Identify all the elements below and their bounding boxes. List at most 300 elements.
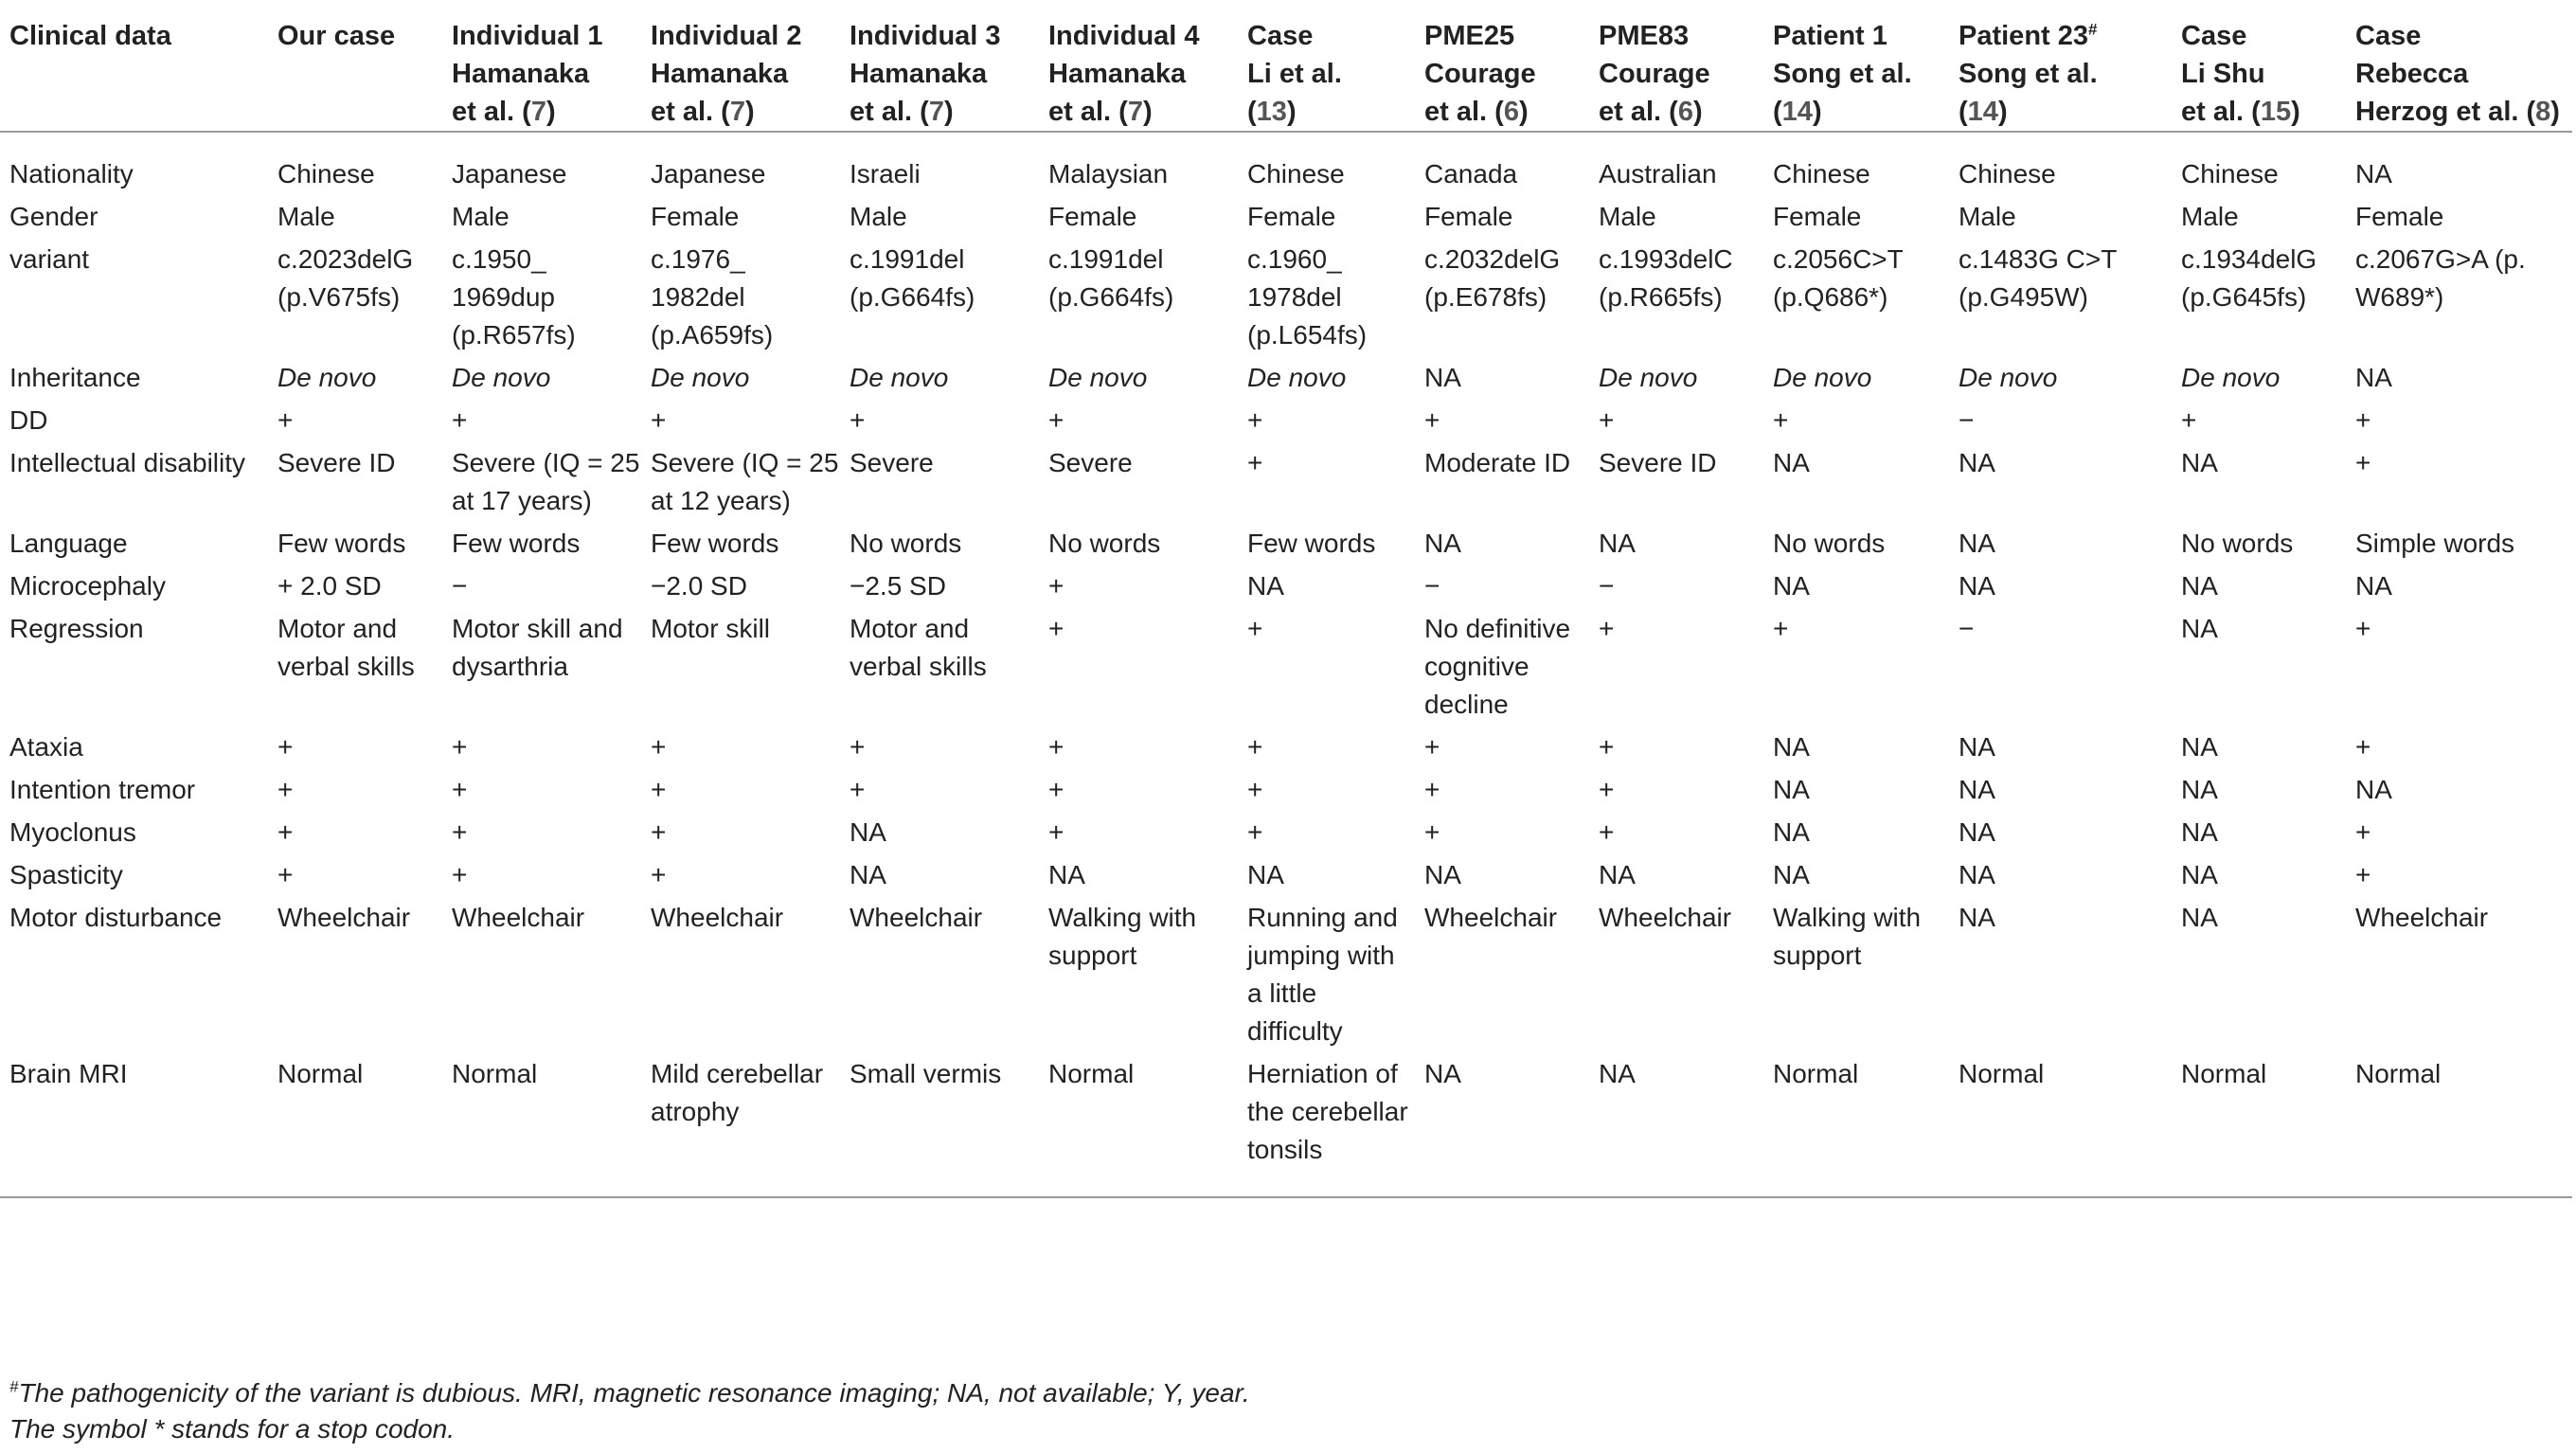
table-cell: Normal [1039,1050,1238,1197]
column-header-line [1247,17,1415,55]
table-cell: + [2355,817,2371,847]
table-cell: De novo [1048,363,1148,392]
table-cell: NA [1959,903,1995,932]
table-cell: + [277,775,294,804]
table-cell: Severe ID [277,448,396,477]
table-cell: c.2067G>A (p. W689*) [2355,244,2526,312]
table-cell: Chinese [2181,159,2279,188]
table-cell: Female [651,202,740,231]
table-cell: NA [2181,903,2218,932]
reference-link[interactable]: 6 [1503,97,1519,127]
row-label: Motor disturbance [9,903,223,932]
table-cell: Small vermis [840,1050,1039,1197]
table-cell: No words [2181,529,2294,558]
table-cell: + [1424,405,1440,435]
column-header-line [1048,17,1238,55]
table-cell: + [1424,775,1440,804]
table-cell: + [651,860,667,889]
row-label: Intention tremor [9,775,196,804]
table-cell: Chinese [277,159,375,188]
table-cell: Female [1773,202,1862,231]
column-header-line [2181,17,2346,55]
table-cell: Japanese [452,159,567,188]
table-cell: + [1048,775,1064,804]
table-cell: Motor skill and dysarthria [452,614,623,681]
table-row [0,563,2572,605]
footnote-pathogenicity [9,1375,1250,1411]
reference-link[interactable]: 7 [1127,97,1143,127]
reference-link[interactable]: 8 [2535,97,2551,127]
column-header-text: Song et al. [1959,59,2098,89]
table-cell: NA [1773,571,1810,601]
column-header-line [651,17,840,55]
table-cell: + [1247,405,1263,435]
table-cell: NA [1959,571,1995,601]
table-row [0,605,2572,724]
table-cell: NA [1959,817,1995,847]
table-cell: NA [1773,448,1810,477]
reference-link[interactable]: 7 [729,97,745,127]
table-cell: − [1424,571,1440,601]
table-cell: Few words [452,529,581,558]
table-cell: + [651,732,667,762]
column-header-line [2355,17,2572,55]
column-header-line [1773,17,1949,55]
table-cell: + [2355,448,2371,477]
table-cell: + [2355,405,2371,435]
row-label: DD [9,405,48,435]
table-cell: NA [2355,571,2392,601]
column-header [840,0,1039,132]
table-cell: NA [1773,860,1810,889]
row-label: Regression [9,614,144,643]
table-cell: c.1950_ 1969dup (p.R657fs) [452,244,576,350]
table-row [0,520,2572,563]
column-header-text: PME83 [1599,21,1690,51]
table-cell: De novo [1599,363,1698,392]
table-cell: c.2023delG (p.V675fs) [277,244,414,312]
table-cell: NA [1959,732,1995,762]
table-cell: + [452,732,468,762]
row-label: variant [9,244,90,274]
row-label: Ataxia [9,732,83,762]
table-row [0,132,2572,193]
table-cell: Chinese [1247,159,1345,188]
column-header [0,0,268,132]
table-cell: Running and jumping with a little difficulty [1247,903,1398,1046]
table-cell: + [1048,571,1064,601]
table-cell: + [2181,405,2197,435]
table-cell: + [1247,448,1263,477]
table-cell: + [452,860,468,889]
column-header-line [277,17,442,55]
footnote-text: The symbol * stands for a stop codon. [9,1414,456,1444]
table-cell: + [1599,775,1615,804]
table-cell: NA [1773,817,1810,847]
column-header-line [1959,17,2172,55]
row-label: Language [9,529,128,558]
table-cell: + [2355,614,2371,643]
table-cell: c.2056C>T (p.Q686*) [1773,244,1904,312]
table-cell: NA [2181,775,2218,804]
column-header-text: Courage [1599,59,1710,89]
column-header-superscript: # [2088,20,2098,39]
table-cell: + [1424,817,1440,847]
table-cell: De novo [1247,363,1347,392]
table-cell: Normal [1949,1050,2172,1197]
column-header-line [651,93,840,131]
column-header-text: ( [1247,97,1257,127]
table-cell: NA [1589,1050,1763,1197]
table-cell: + [277,817,294,847]
table-row [0,766,2572,809]
table-row [0,724,2572,766]
column-header [1238,0,1415,132]
reference-link[interactable]: 7 [928,97,944,127]
table-row [0,236,2572,354]
column-header [268,0,442,132]
table-cell: Few words [651,529,779,558]
column-header-text: Li et al. [1247,59,1342,89]
table-row [0,809,2572,852]
column-header-text: Li Shu [2181,59,2265,89]
table-cell: Male [850,202,907,231]
column-header [1039,0,1238,132]
table-cell: NA [2181,614,2218,643]
column-header [641,0,840,132]
column-header-text: Rebecca [2355,59,2469,89]
column-header [1589,0,1763,132]
table-cell: NA [1247,860,1284,889]
column-header-line [2181,55,2346,93]
table-cell: + [452,405,468,435]
table-cell: Simple words [2355,529,2515,558]
table-cell: + [850,732,866,762]
table-cell: Wheelchair [2355,903,2489,932]
table-cell: Male [2181,202,2239,231]
table-cell: Male [452,202,510,231]
table-cell: NA [1959,529,1995,558]
table-cell: NA [2355,775,2392,804]
column-header-line [2355,93,2572,131]
column-header-text: Case [2181,21,2247,51]
table-cell: Male [1599,202,1656,231]
column-header-line [850,55,1039,93]
table-cell: NA [1773,775,1810,804]
column-header-text: Individual 1 [452,21,603,51]
table-cell: c.1976_ 1982del (p.A659fs) [651,244,774,350]
column-header-text: et al. ( [1424,97,1504,127]
table-cell: Israeli [850,159,921,188]
table-cell: Male [1959,202,2016,231]
table-cell: + [1247,817,1263,847]
column-header-line [1773,55,1949,93]
column-header-text: Hamanaka [850,59,988,89]
reference-close-paren: ) [1692,97,1703,127]
table-cell: Mild cerebellar atrophy [641,1050,840,1197]
table-cell: NA [1247,571,1284,601]
row-label: Spasticity [9,860,123,889]
table-cell: Walking with support [1773,903,1922,970]
table-cell: Wheelchair [1599,903,1732,932]
table-row [0,852,2572,894]
table-cell: + [1599,732,1615,762]
table-cell: Severe [1048,448,1133,477]
reference-link[interactable]: 6 [1677,97,1693,127]
table-row [0,354,2572,397]
table-cell: + [1773,614,1789,643]
table-cell: NA [1599,529,1636,558]
table-cell: De novo [277,363,377,392]
column-header [2346,0,2572,132]
table-cell: De novo [651,363,750,392]
column-header-text: Hamanaka [1048,59,1187,89]
table-row [0,193,2572,236]
column-header [1763,0,1949,132]
column-header-text: et al. ( [1599,97,1678,127]
table-cell: Female [1048,202,1137,231]
header-row [0,0,2572,132]
table-cell: c.1993delC (p.R665fs) [1599,244,1733,312]
table-cell: + [1424,732,1440,762]
table-cell: Malaysian [1048,159,1169,188]
column-header-text: Courage [1424,59,1536,89]
column-header-text: et al. ( [651,97,730,127]
column-header-text: et al. ( [2181,97,2261,127]
table-cell: Herniation of the cerebellar tonsils [1238,1050,1415,1197]
table-cell: De novo [452,363,551,392]
table-cell: + [1048,405,1064,435]
table-cell: Female [1424,202,1513,231]
reference-link[interactable]: 13 [1256,97,1287,127]
row-label: Microcephaly [9,571,166,601]
column-header-line [452,55,641,93]
reference-link[interactable]: 14 [1781,97,1813,127]
row-label: Brain MRI [0,1050,268,1197]
column-header [1415,0,1589,132]
column-header-text: Hamanaka [651,59,789,89]
column-header-line [452,17,641,55]
table-cell: + [452,817,468,847]
column-header-line [651,55,840,93]
table-cell: NA [2181,817,2218,847]
table-cell: + [651,775,667,804]
reference-link[interactable]: 7 [530,97,546,127]
column-header-line [1959,55,2172,93]
table-cell: No words [1048,529,1161,558]
column-header-line [1247,55,1415,93]
table-cell: Normal [1763,1050,1949,1197]
reference-close-paren: ) [2291,97,2300,127]
column-header-text: Song et al. [1773,59,1912,89]
table-cell: Female [2355,202,2444,231]
reference-close-paren: ) [2550,97,2560,127]
reference-close-paren: ) [546,97,556,127]
table-cell: Motor and verbal skills [850,614,987,681]
table-body [0,132,2572,1197]
column-header [1949,0,2172,132]
table-cell: Canada [1424,159,1518,188]
table-cell: c.2032delG (p.E678fs) [1424,244,1561,312]
column-header [442,0,641,132]
table-cell: NA [1773,732,1810,762]
table-cell: NA [2181,448,2218,477]
column-header-line [850,17,1039,55]
table-cell: Normal [442,1050,641,1197]
column-header-line [1424,93,1589,131]
table-cell: NA [850,860,886,889]
column-header-line [9,17,268,55]
column-header-text: Our case [277,21,396,51]
column-header-line [1424,17,1589,55]
table-cell: Female [1247,202,1336,231]
table-cell: Severe [850,448,934,477]
table-cell: + [651,817,667,847]
column-header-text: ( [1959,97,1968,127]
table-cell: Severe (IQ = 25 at 12 years) [651,448,839,515]
footnotes [9,1375,1250,1447]
table-cell: Few words [1247,529,1376,558]
column-header-line [1599,93,1763,131]
column-header-line [1599,17,1763,55]
table-cell: + [850,405,866,435]
table-cell: NA [2181,860,2218,889]
table-cell: NA [2181,732,2218,762]
column-header-line [2355,55,2572,93]
column-header-text: ( [1773,97,1782,127]
column-header-text: Case [1247,21,1314,51]
row-label: Gender [9,202,98,231]
column-header-text: Herzog et al. ( [2355,97,2536,127]
table-cell: Male [277,202,335,231]
table-cell: De novo [2181,363,2281,392]
table-cell: c.1960_ 1978del (p.L654fs) [1247,244,1368,350]
table-cell: + [277,860,294,889]
table-cell: + [277,405,294,435]
column-header-text: Patient 1 [1773,21,1887,51]
table-cell: Motor skill [651,614,771,643]
column-header-text: Individual 2 [651,21,802,51]
table-cell: + [1247,614,1263,643]
table-cell: NA [1415,1050,1589,1197]
table-cell: Japanese [651,159,766,188]
reference-close-paren: ) [1997,97,2008,127]
table-cell: + [2355,732,2371,762]
table-header [0,0,2572,132]
table-cell: + [2355,860,2371,889]
column-header-line [850,93,1039,131]
row-label: Myoclonus [9,817,136,847]
column-header-line [1773,93,1949,131]
table-cell: NA [1424,529,1461,558]
table-cell: + 2.0 SD [277,571,382,601]
table-cell: c.1934delG (p.G645fs) [2181,244,2317,312]
table-cell: Normal [2346,1050,2572,1197]
table-cell: + [277,732,294,762]
reference-link[interactable]: 15 [2260,97,2292,127]
column-header-text: Hamanaka [452,59,590,89]
table-cell: NA [1959,860,1995,889]
table-cell: NA [850,817,886,847]
column-header [2172,0,2346,132]
table-cell: + [1247,732,1263,762]
table-cell: NA [1959,775,1995,804]
table-cell: No definitive cognitive decline [1424,614,1571,719]
table-cell: + [651,405,667,435]
table-cell: + [1599,405,1615,435]
table-row [0,397,2572,439]
table-cell: NA [1599,860,1636,889]
table-cell: + [1773,405,1789,435]
table-cell: NA [1048,860,1085,889]
row-label: Nationality [9,159,134,188]
table-row [0,894,2572,1050]
table-cell: + [1599,614,1615,643]
table-cell: − [1959,614,1975,643]
table-cell: Wheelchair [1424,903,1558,932]
table-cell: + [1048,817,1064,847]
table-cell: Severe ID [1599,448,1717,477]
table-cell: Moderate ID [1424,448,1571,477]
column-header-line [2181,93,2346,131]
column-header-text: et al. ( [452,97,531,127]
table-cell: − [1959,405,1975,435]
table-row [0,439,2572,520]
column-header-text: Patient 23 [1959,21,2088,51]
table-cell: De novo [1959,363,2058,392]
column-header-text: et al. ( [850,97,929,127]
column-header-text: et al. ( [1048,97,1128,127]
table-cell: Wheelchair [452,903,585,932]
table-cell: − [1599,571,1615,601]
column-header-text: Clinical data [9,21,171,51]
table-cell: NA [2355,363,2392,392]
reference-link[interactable]: 14 [1967,97,1998,127]
table-cell: + [850,775,866,804]
table-cell: Chinese [1959,159,2056,188]
table-cell: Wheelchair [277,903,411,932]
column-header-text: Case [2355,21,2422,51]
column-header-text: Individual 4 [1048,21,1200,51]
table-cell: NA [1959,448,1995,477]
footnote-stop-codon [9,1411,1250,1447]
table-cell: NA [2355,159,2392,188]
table-cell: Australian [1599,159,1717,188]
column-header-line [1959,93,2172,131]
table-cell: c.1991del (p.G664fs) [1048,244,1174,312]
footnote-marker: # [9,1377,19,1396]
table-cell: −2.0 SD [651,571,747,601]
table-cell: + [1247,775,1263,804]
reference-close-paren: ) [1286,97,1297,127]
table-cell: NA [1424,860,1461,889]
column-header-text: PME25 [1424,21,1515,51]
table-cell: c.1991del (p.G664fs) [850,244,975,312]
column-header-line [1247,93,1415,131]
reference-close-paren: ) [1518,97,1529,127]
table-cell: Wheelchair [651,903,784,932]
reference-close-paren: ) [943,97,954,127]
table-cell: Few words [277,529,406,558]
table-cell: + [1048,732,1064,762]
table-cell: Chinese [1773,159,1870,188]
table-cell: − [452,571,468,601]
reference-close-paren: ) [744,97,755,127]
column-header-line [1048,93,1238,131]
reference-close-paren: ) [1142,97,1153,127]
table-row [0,1050,2572,1197]
reference-close-paren: ) [1812,97,1822,127]
